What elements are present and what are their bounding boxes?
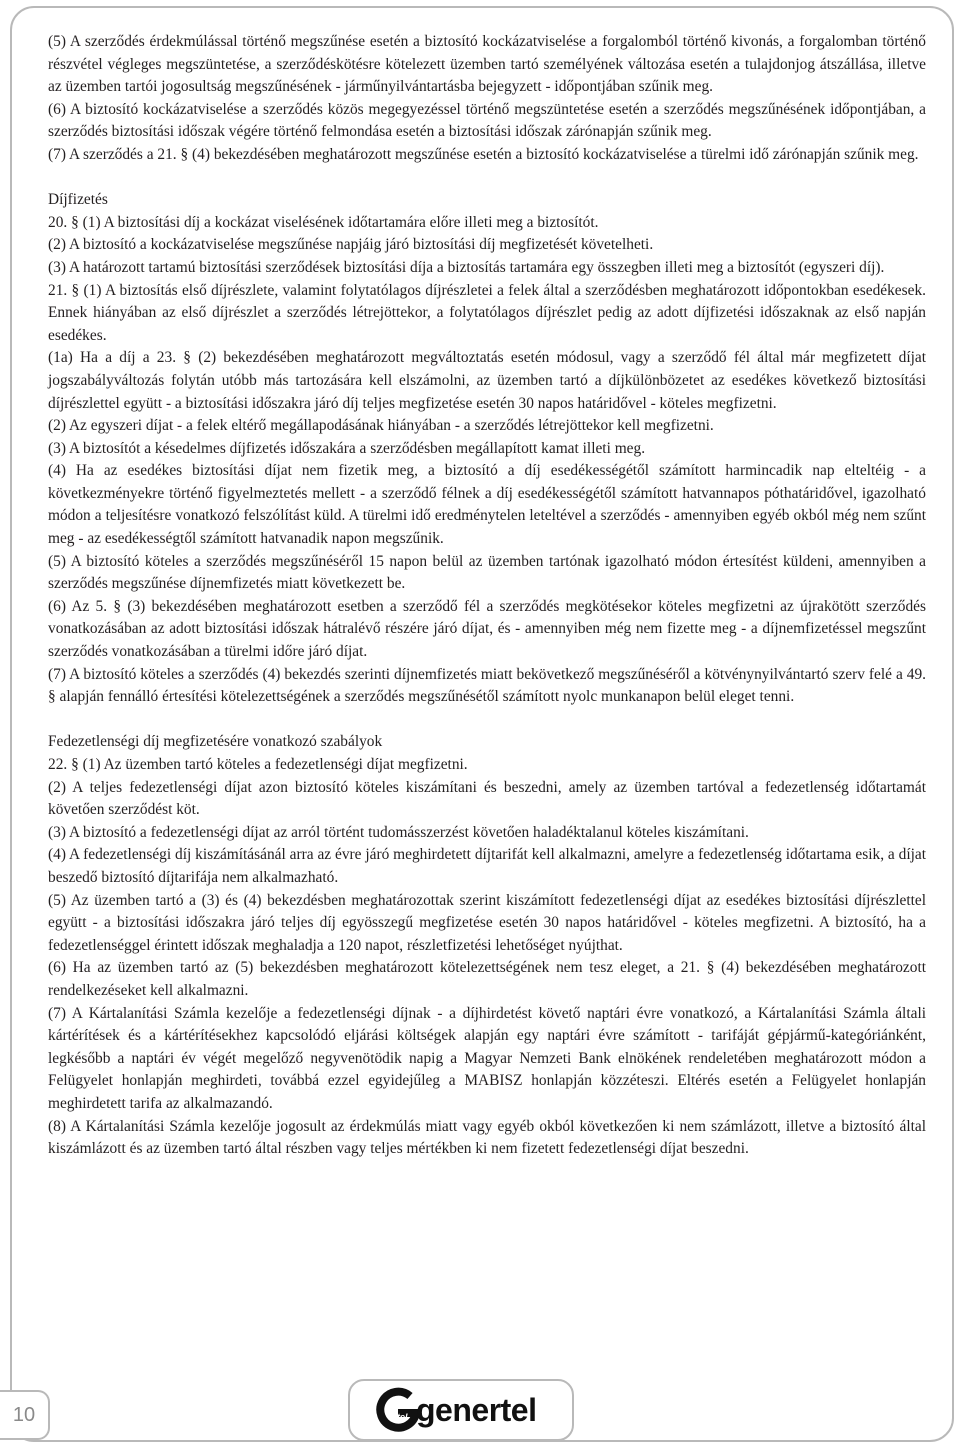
page-number (0, 1390, 50, 1440)
paragraph: (3) A biztosítót a késedelmes díjfizetés időszakára a szerződésben megállapított kamat illeti meg. (48, 439, 646, 457)
section-title: Díjfizetés (48, 191, 108, 209)
paragraph: (6) Az 5. § (3) bekezdésében meghatározott esetben a szerződő fél a szerződés megkötésekor köteles megfizetni az újrakötött szerződés vonatkozásában az adott biztosítási időszak hátralévő részére járó díjat, és - amennyiben még nem fizette meg - a díjnemfizetéssel megszűnt szerződés vonatkozásában a türelmi időre járó díjat. (48, 597, 926, 661)
paragraph: 21. § (1) A biztosítás első díjrészlete, valamint folytatólagos díjrészletei a felek által a szerződésben meghatározott időpontokban esedékesek. Ennek hiányában az első díjrészlet a szerződés létrejöttekor, a folytatólagos díjrészlet pedig az adott díjfizetési időszaknak az első napján esedékes. (48, 281, 926, 344)
blank-line (48, 709, 926, 732)
blank-line (48, 167, 926, 190)
paragraph: (4) A fedezetlenségi díj kiszámításánál arra az évre járó meghirdetett díjtarifát kell alkalmazni, amelyre a fedezetlenség időtartama esik, a díjat beszedő biztosító díjtarifája nem alkalmazható. (48, 846, 926, 886)
paragraph: (2) Az egyszeri díjat - a felek eltérő megállapodásának hiányában - a szerződés létrejöttekor kell megfizetni. (48, 417, 714, 435)
paragraph: (4) Ha az esedékes biztosítási díjat nem fizetik meg, a biztosító a díj esedékességétől számított harmincadik nap elteltéig - a következményekre történő figyelmeztetés mellett - a szerződő félnek a díj esedékességétől számított hatvannapos póthatáridővel, igazolható módon a teljesítésre vonatkozó felszólítást küld. A türelmi idő eredménytelen leteltével a szerződés - amennyiben egyéb okból még nem szűnt meg - az esedékességtől számított hatvanadik napon megszűnik. (48, 462, 926, 548)
genertel-logo (348, 1379, 574, 1441)
paragraph: (3) A határozott tartamú biztosítási szerződések biztosítási díja a biztosítás tartamára egy összegben illeti meg a biztosítót (egyszeri díj). (48, 258, 885, 276)
section-title: Fedezetlenségi díj megfizetésére vonatkozó szabályok (48, 733, 383, 751)
paragraph: (8) A Kártalanítási Számla kezelője jogosult az érdekmúlás miatt vagy egyéb okból következően ki nem számlázott, illetve a biztosító által kiszámlázott és az üzemben tartó által részben vagy teljes mértékben ki nem fizetett fedezetlenségi díjat beszedni. (48, 1117, 926, 1158)
paragraph: (6) Ha az üzemben tartó az (5) bekezdésben meghatározott kötelezettségének nem tesz eleget, a 21. § (4) bekezdésében meghatározott rendelkezéseket kell alkalmazni. (48, 959, 926, 999)
paragraph: (2) A teljes fedezetlenségi díjat azon biztosító köteles kiszámítani és beszedni, amely az üzemben tartóval a fedezetlenség időtartamát követően szerződést köt. (48, 778, 926, 819)
logo-mark-text: tel (397, 1412, 408, 1422)
page-number-label: 10 (12, 1403, 36, 1426)
logo-wordmark: genertel (416, 1391, 537, 1428)
document-body (48, 31, 926, 1161)
paragraph: (5) Az üzemben tartó a (3) és (4) bekezdésben meghatározottak szerint kiszámított fedezetlenségi díjat az esedékes biztosítási díjrészlettel együtt - a biztosítási időszakra járó teljes díj egyösszegű megfizetése esetén 30 napos határidővel - köteles megfizetni. A biztosító, ha a fedezetlenséggel érintett időszak meghaladja a 120 napot, részletfizetési lehetőséget nyújthat. (48, 891, 926, 954)
paragraph: (6) A biztosító kockázatviselése a szerződés közös megegyezéssel történő megszüntetése esetén a szerződés megszűnésének időpontjában, a szerződés biztosítási időszak végére történő felmondása esetén a biztosítási időszak zárónapján szűnik meg. (48, 100, 926, 141)
paragraph: (5) A biztosító köteles a szerződés megszűnéséről 15 napon belül az üzemben tartónak igazolható módon értesítést küldeni, amennyiben a szerződés megszűnése díjnemfizetés miatt következett be. (48, 552, 926, 593)
paragraph: 20. § (1) A biztosítási díj a kockázat viselésének időtartamára előre illeti meg a biztosítót. (48, 213, 599, 231)
paragraph: (2) A biztosító a kockázatviselése megszűnése napjáig járó biztosítási díj megfizetését követelheti. (48, 236, 654, 254)
paragraph: (1a) Ha a díj a 23. § (2) bekezdésében meghatározott megváltoztatás esetén módosul, vagy a szerződő fél által már megfizetett díjat jogszabályváltozás folytán utóbb más tartozására kell elszámolni, az üzemben tartó a díjkülönbözetet az esedékes következő biztosítási díjrészlettel együtt - a biztosítási időszakra járó díj teljes megfizetése esetén 30 napos határidővel - köteles megfizetni. (48, 349, 926, 412)
paragraph: (5) A szerződés érdekmúlással történő megszűnése esetén a biztosító kockázatviselése a forgalomból történő kivonás, a forgalomban történő részvétel végleges megszüntetése, a szerződéskötésre kötelezett üzemben tartó személyének változása esetén a tulajdonjog átszállása, illetve az üzemben tartói jogosultság megszűnésének - járműnyilvántartásba bejegyzett - időpontjában szűnik meg. (48, 33, 926, 96)
paragraph: (7) A Kártalanítási Számla kezelője a fedezetlenségi díjnak - a díjhirdetést követő naptári évre vonatkozó, a Kártalanítási Számla általi kártérítések és a kártérítésekhez kapcsolódó eljárási költségek alapján egy naptári évre számított - tarifáját gépjármű-kategóriánként, legkésőbb a naptári év végét megelőző negyvenötödik napig a Magyar Nemzeti Bank elnökének rendeletében meghatározott módon a Felügyelet honlapján meghirdeti, továbbá ezzel egyidejűleg a MABISZ honlapján közzéteszi. Eltérés esetén a Felügyelet honlapján meghirdetett tarifa az alkalmazandó. (48, 1004, 926, 1112)
paragraph: 22. § (1) Az üzemben tartó köteles a fedezetlenségi díjat megfizetni. (48, 756, 468, 773)
paragraph: (7) A szerződés a 21. § (4) bekezdésében meghatározott megszűnése esetén a biztosító kockázatviselése a türelmi idő zárónapján szűnik meg. (48, 145, 919, 163)
paragraph: (7) A biztosító köteles a szerződés (4) bekezdés szerinti díjnemfizetés miatt bekövetkező megszűnéséről a kötvénynyilvántartó szerv felé a 49. § alapján fennálló értesítési kötelezettségének a szerződés megszűnésétől számított nyolc munkanapon belül eleget tenni. (48, 665, 926, 706)
paragraph: (3) A biztosító a fedezetlenségi díjat az arról történt tudomásszerzést követően haladéktalanul köteles kiszámítani. (48, 823, 749, 841)
